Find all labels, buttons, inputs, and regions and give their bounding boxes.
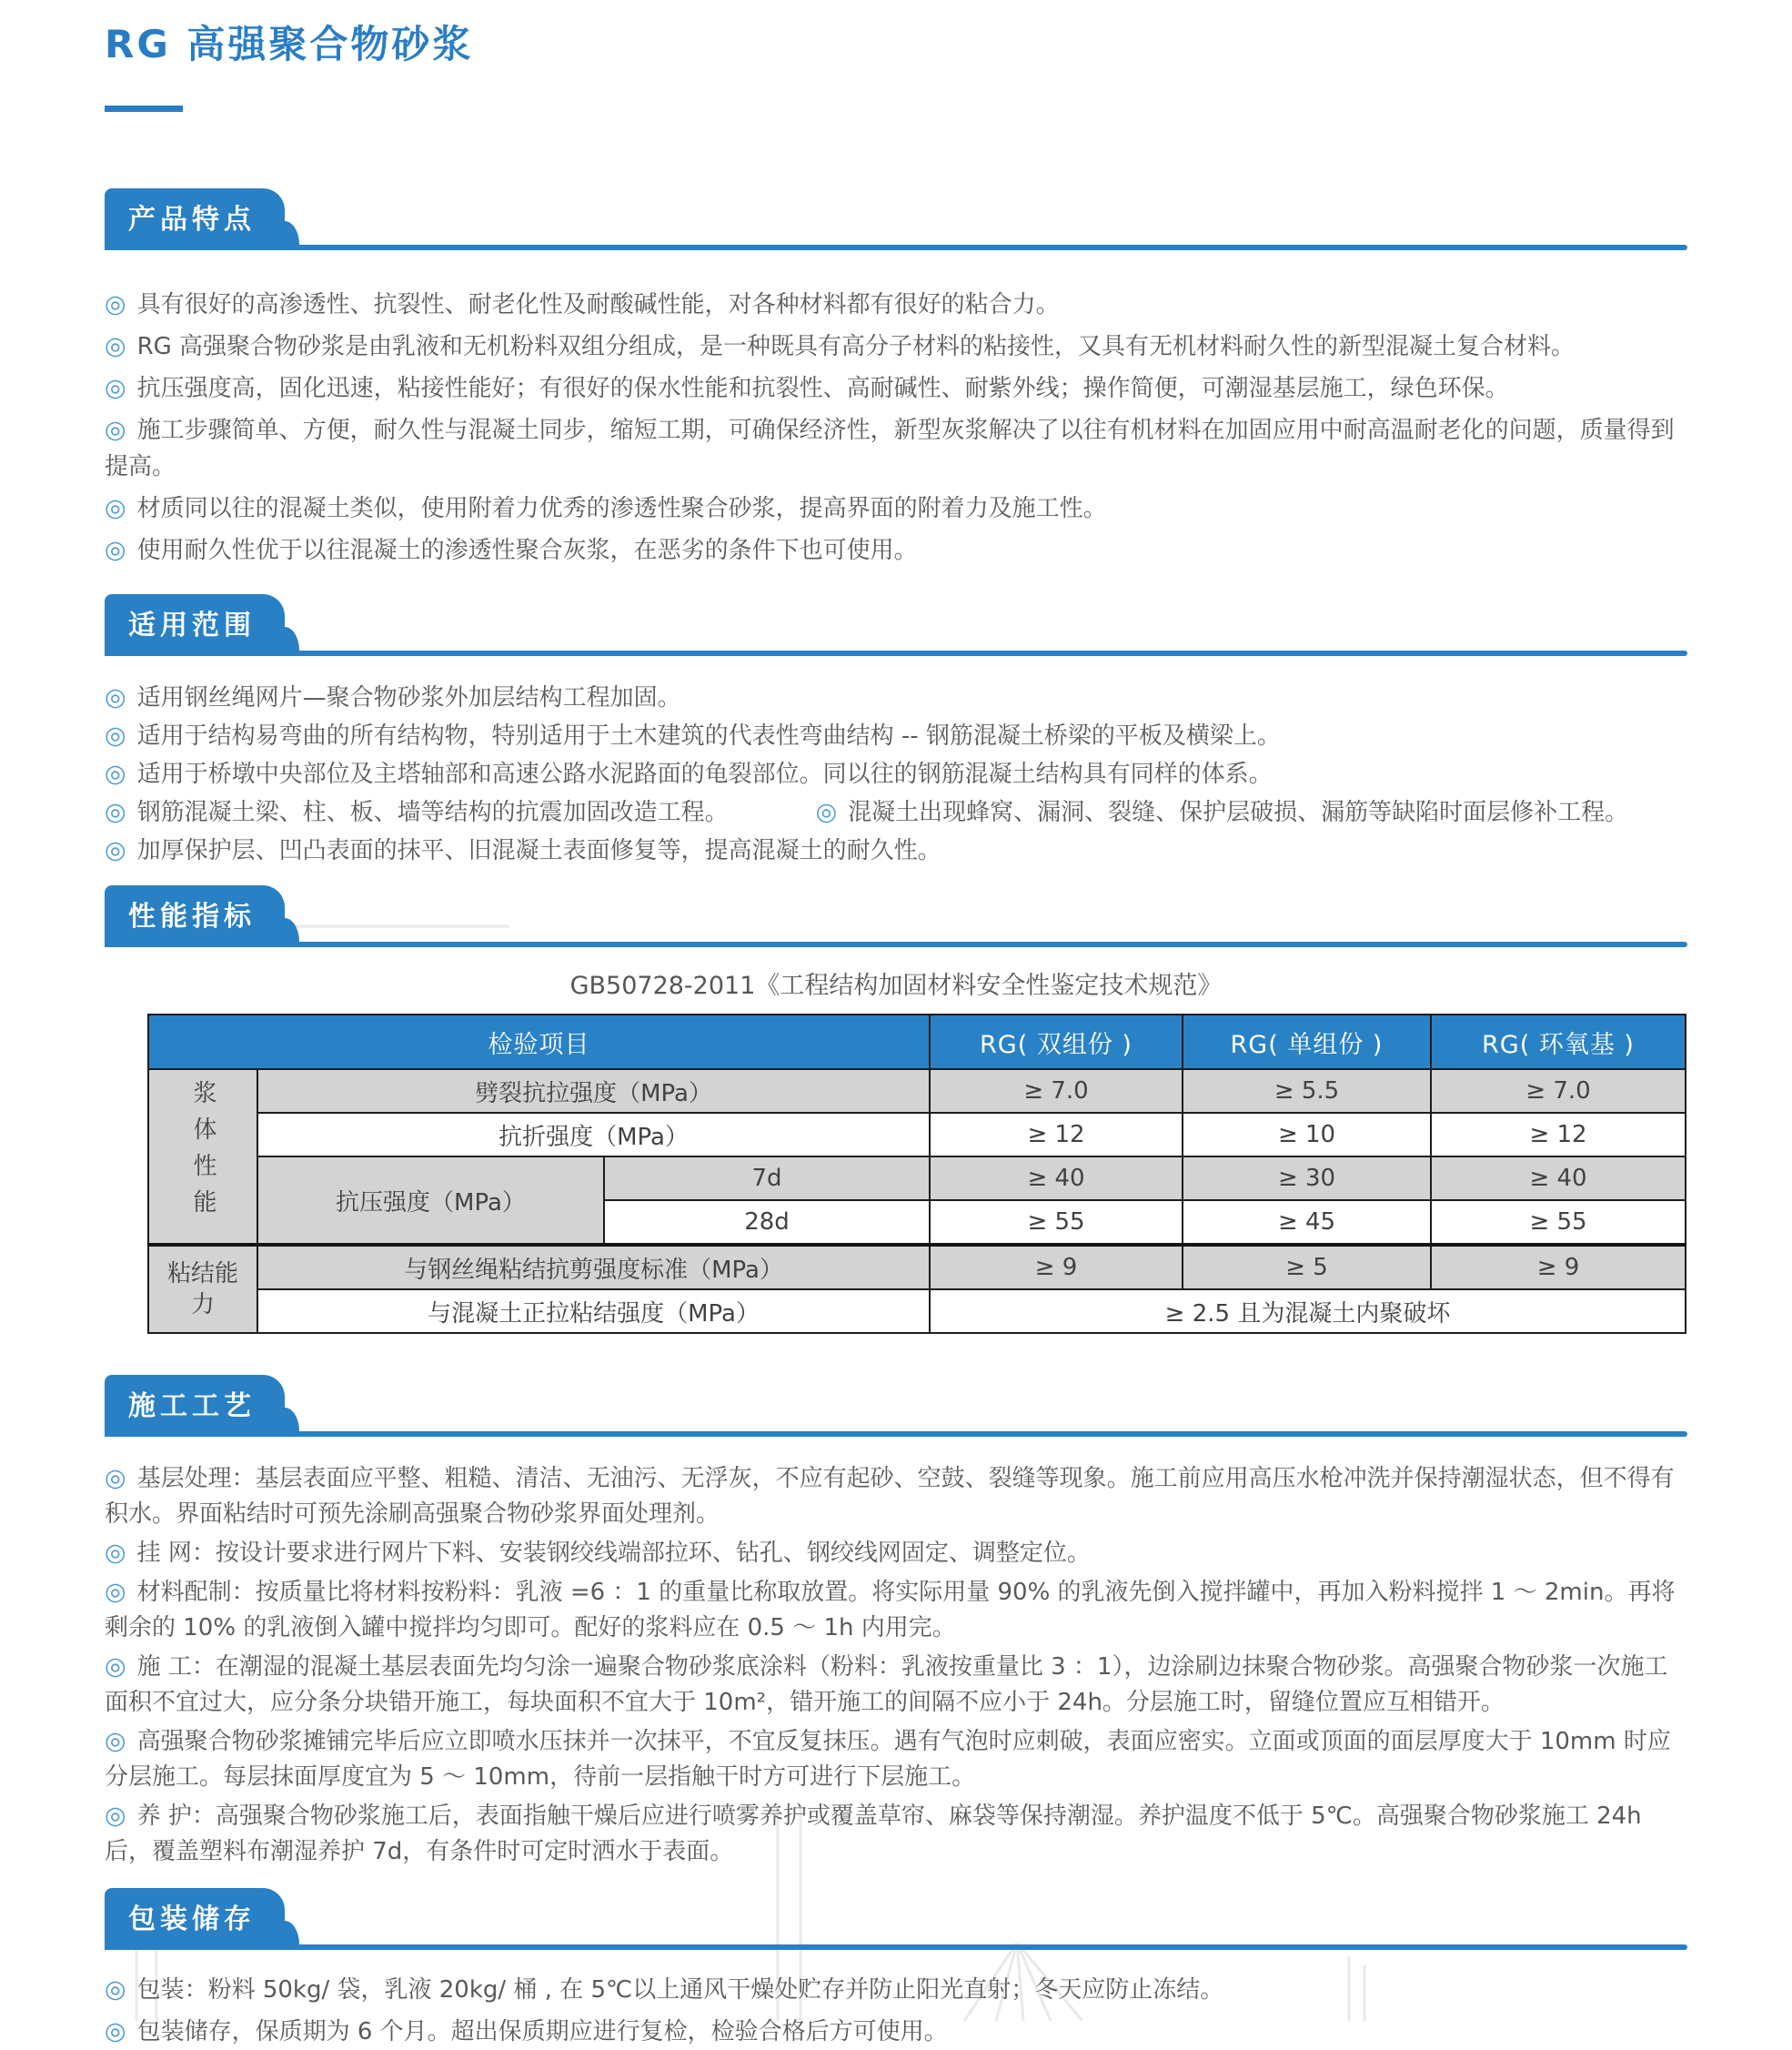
features-list xyxy=(105,287,1687,569)
list-item xyxy=(105,1972,1687,2008)
page-title: RG 高强聚合物砂浆 xyxy=(105,22,474,66)
cell-value: ≥ 5 xyxy=(1183,1245,1431,1289)
list-item-text: 包装：粉料 50kg/ 袋，乳液 20kg/ 桶 , 在 5℃以上通风干燥处贮存并防止阳光直射；冬天应防止冻结。 xyxy=(136,1976,1224,2004)
list-item xyxy=(105,370,1687,407)
table-row xyxy=(148,1069,1686,1113)
bullet-icon: ◎ xyxy=(105,1802,126,1830)
section-packaging xyxy=(105,1888,1687,2050)
list-item-text: 包装储存，保质期为 6 个月。超出保质期应进行复检，检验合格后方可使用。 xyxy=(136,2018,948,2045)
cell-value: ≥ 45 xyxy=(1183,1200,1431,1245)
table-row xyxy=(148,1156,1686,1200)
list-item-text: 适用于结构易弯曲的所有结构物，特别适用于土木建筑的代表性弯曲结构 -- 钢筋混凝土桥梁的平板及横梁上。 xyxy=(136,722,1281,750)
cell-value: ≥ 7.0 xyxy=(1431,1069,1686,1113)
section-performance xyxy=(105,885,1687,1334)
section-divider xyxy=(105,1431,1687,1437)
list-item-text: 加厚保护层、凹凸表面的抹平、旧混凝土表面修复等，提高混凝土的耐久性。 xyxy=(136,837,941,864)
bullet-icon: ◎ xyxy=(105,1975,126,2004)
bullet-icon: ◎ xyxy=(105,798,126,826)
cell-value: ≥ 40 xyxy=(1431,1156,1686,1200)
list-item xyxy=(105,2014,1687,2050)
bullet-icon: ◎ xyxy=(105,374,126,402)
cell-value-merged: ≥ 2.5 且为混凝土内聚破坏 xyxy=(930,1289,1686,1333)
bullet-icon: ◎ xyxy=(105,2017,126,2045)
list-item xyxy=(105,1574,1687,1646)
list-item-text: 挂 网：按设计要求进行网片下料、安装钢绞线端部拉环、钻孔、钢绞线网固定、调整定位。 xyxy=(136,1540,1091,1567)
row-label: 抗折强度（MPa） xyxy=(257,1113,930,1156)
section-heading-features: 产品特点 xyxy=(105,188,285,245)
bullet-icon: ◎ xyxy=(105,836,126,864)
packaging-list xyxy=(105,1972,1687,2050)
bullet-icon: ◎ xyxy=(105,1464,126,1492)
cell-value: ≥ 5.5 xyxy=(1183,1069,1431,1113)
row-label: 劈裂抗拉强度（MPa） xyxy=(257,1069,930,1113)
title-underline xyxy=(105,106,183,112)
list-item-text: 抗压强度高，固化迅速，粘接性能好；有很好的保水性能和抗裂性、高耐碱性、耐紫外线；操作简便，可潮湿基层施工，绿色环保。 xyxy=(136,375,1509,402)
row-group-slurry-properties: 浆体性能 xyxy=(148,1069,257,1245)
list-item xyxy=(105,1460,1687,1532)
bullet-icon: ◎ xyxy=(105,332,126,360)
list-item-text: 高强聚合物砂浆摊铺完毕后应立即喷水压抹并一次抹平，不宜反复抹压。遇有气泡时应刺破，表面应密实。立面或顶面的面层厚度大于 10mm 时应分层施工。每层抹面厚度宜为 5 ～ 10mm，待前一层指触干时方可进行下层施工。 xyxy=(105,1728,1671,1791)
list-item xyxy=(105,1649,1687,1721)
section-features xyxy=(105,188,1687,569)
table-title: GB50728-2011《工程结构加固材料安全性鉴定技术规范》 xyxy=(569,972,1223,1000)
bullet-icon: ◎ xyxy=(105,722,126,750)
col-header-rg-one-part: RG( 单组份 ) xyxy=(1183,1015,1431,1069)
process-list xyxy=(105,1460,1687,1870)
list-item-text: 适用于桥墩中央部位及主塔轴部和高速公路水泥路面的龟裂部位。同以往的钢筋混凝土结构具有同样的体系。 xyxy=(136,761,1273,788)
bullet-icon: ◎ xyxy=(105,683,126,712)
list-item xyxy=(105,680,1687,716)
table-row xyxy=(148,1113,1686,1156)
list-item xyxy=(105,532,1687,569)
list-item xyxy=(105,718,1687,754)
list-item-text: 具有很好的高渗透性、抗裂性、耐老化性及耐酸碱性能，对各种材料都有很好的粘合力。 xyxy=(136,291,1060,318)
col-header-item: 检验项目 xyxy=(148,1015,930,1069)
scope-list xyxy=(105,680,1687,869)
cell-value: ≥ 9 xyxy=(1431,1245,1686,1289)
row-group-bond-capacity: 粘结能力 xyxy=(148,1245,257,1333)
list-item-text: 施 工：在潮湿的混凝土基层表面先均匀涂一遍聚合物砂浆底涂料（粉料：乳液按重量比 3 ：1），边涂刷边抹聚合物砂浆。高强聚合物砂浆一次施工面积不宜过大，应分条分块错开施工，每块面积不宜大于 10m²，错开施工的间隔不应小于 24h。分层施工时，留缝位置应互相错开。 xyxy=(105,1653,1668,1716)
section-process xyxy=(105,1375,1687,1870)
table-row xyxy=(148,1245,1686,1289)
cell-value: ≥ 10 xyxy=(1183,1113,1431,1156)
cell-value: ≥ 7.0 xyxy=(930,1069,1183,1113)
bullet-icon: ◎ xyxy=(105,1727,126,1755)
cell-value: ≥ 12 xyxy=(930,1113,1183,1156)
row-sublabel: 28d xyxy=(604,1200,930,1245)
cell-value: ≥ 40 xyxy=(930,1156,1183,1200)
cell-value: ≥ 12 xyxy=(1431,1113,1686,1156)
section-heading-performance: 性能指标 xyxy=(105,885,285,942)
bullet-icon: ◎ xyxy=(105,760,126,788)
table-header-row xyxy=(148,1015,1686,1069)
bullet-icon: ◎ xyxy=(105,1652,126,1681)
list-item-text: 养 护：高强聚合物砂浆施工后，表面指触干燥后应进行喷雾养护或覆盖草帘、麻袋等保持潮湿。养护温度不低于 5℃。高强聚合物砂浆施工 24h 后，覆盖塑料布潮湿养护 7d，有条件时可定时洒水于表面。 xyxy=(105,1803,1642,1865)
list-item-text: 使用耐久性优于以往混凝土的渗透性聚合灰浆，在恶劣的条件下也可使用。 xyxy=(136,537,918,564)
list-item xyxy=(105,833,1687,869)
table-row xyxy=(148,1289,1686,1333)
bullet-icon: ◎ xyxy=(105,494,126,522)
cell-value: ≥ 55 xyxy=(930,1200,1183,1245)
list-item-text: 材质同以往的混凝土类似，使用附着力优秀的渗透性聚合砂浆，提高界面的附着力及施工性。 xyxy=(136,495,1107,522)
col-header-rg-epoxy: RG( 环氧基 ) xyxy=(1431,1015,1686,1069)
section-scope xyxy=(105,594,1687,869)
row-label: 抗压强度（MPa） xyxy=(257,1156,604,1245)
list-item-text: 施工步骤简单、方便，耐久性与混凝土同步，缩短工期，可确保经济性，新型灰浆解决了以往有机材料在加固应用中耐高温耐老化的问题，质量得到提高。 xyxy=(105,417,1675,480)
row-label: 与钢丝绳粘结抗剪强度标准（MPa） xyxy=(257,1245,930,1289)
list-item xyxy=(105,1798,1687,1870)
cell-value: ≥ 55 xyxy=(1431,1200,1686,1245)
list-item-text: RG 高强聚合物砂浆是由乳液和无机粉料双组分组成，是一种既具有高分子材料的粘接性，又具有无机材料耐久性的新型混凝土复合材料。 xyxy=(136,333,1576,360)
cell-value: ≥ 30 xyxy=(1183,1156,1431,1200)
list-item xyxy=(105,756,1687,793)
section-divider xyxy=(105,245,1687,250)
list-item xyxy=(105,1723,1687,1795)
bullet-icon: ◎ xyxy=(105,1539,126,1567)
section-heading-scope: 适用范围 xyxy=(105,594,285,651)
list-item xyxy=(105,412,1687,485)
list-item-text: 基层处理：基层表面应平整、粗糙、清洁、无油污、无浮灰，不应有起砂、空鼓、裂缝等现象。施工前应用高压水枪冲洗并保持潮湿状态，但不得有积水。界面粘结时可预先涂刷高强聚合物砂浆界面处理剂。 xyxy=(105,1465,1675,1528)
section-heading-process: 施工工艺 xyxy=(105,1375,285,1431)
list-item-double xyxy=(105,794,1687,831)
row-sublabel: 7d xyxy=(604,1156,930,1200)
list-item xyxy=(105,328,1687,365)
bullet-icon: ◎ xyxy=(815,798,838,826)
list-item xyxy=(105,287,1687,323)
section-heading-packaging: 包装储存 xyxy=(105,1888,285,1944)
list-item-text: 混凝土出现蜂窝、漏洞、裂缝、保护层破损、漏筋等缺陷时面层修补工程。 xyxy=(848,799,1629,826)
performance-table xyxy=(147,1014,1686,1334)
col-header-rg-two-part: RG( 双组份 ) xyxy=(930,1015,1183,1069)
section-divider xyxy=(105,651,1687,656)
page-content xyxy=(105,0,1687,2050)
list-item xyxy=(105,490,1687,527)
list-item-text: 适用钢丝绳网片—聚合物砂浆外加层结构工程加固。 xyxy=(136,684,681,712)
row-label: 与混凝土正拉粘结强度（MPa） xyxy=(257,1289,930,1333)
section-divider xyxy=(105,1944,1687,1950)
bullet-icon: ◎ xyxy=(105,1578,126,1606)
bullet-icon: ◎ xyxy=(105,416,126,444)
list-item-text: 钢筋混凝土梁、柱、板、墙等结构的抗震加固改造工程。 xyxy=(136,799,729,826)
bullet-icon: ◎ xyxy=(105,290,126,318)
bullet-icon: ◎ xyxy=(105,536,126,564)
section-divider xyxy=(105,942,1687,947)
list-item-text: 材料配制：按质量比将材料按粉料：乳液 =6 ：1 的重量比称取放置。将实际用量 90% 的乳液先倒入搅拌罐中，再加入粉料搅拌 1 ～ 2min。再将剩余的 10% 的乳液倒入罐中搅拌均匀即可。配好的浆料应在 0.5 ～ 1h 内用完。 xyxy=(105,1579,1676,1641)
cell-value: ≥ 9 xyxy=(930,1245,1183,1289)
list-item xyxy=(105,1535,1687,1571)
